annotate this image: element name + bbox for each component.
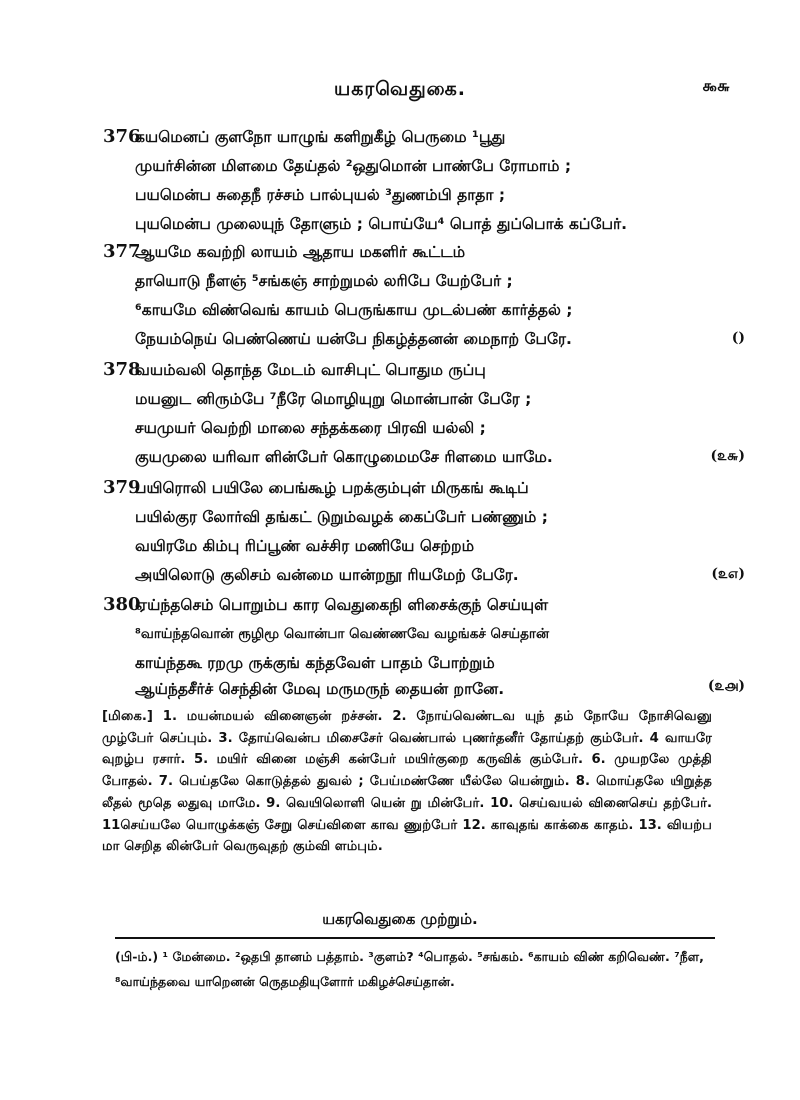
verse-counter: (௨௮) <box>707 678 745 694</box>
verse-counter: (௨௬) <box>710 448 745 464</box>
verse-376 <box>105 122 745 242</box>
verse-line: கயமெனப் குளநோ யாழுங் களிறுகீழ் பெருமை ¹பூது <box>135 128 506 146</box>
verse-number: 380 <box>103 594 141 615</box>
verse-line: ⁸வாய்ந்தவொன் ரூழிமூ வொன்பா வெண்ணவே வழங்கச் செய்தான் <box>135 626 550 642</box>
verse-number: 377 <box>103 241 141 262</box>
footnote-label: (பி-ம்.) <box>115 949 159 964</box>
verse-number: 376 <box>103 126 141 147</box>
verse-line: ஏய்ந்தசெம் பொறும்ப கார வெதுகைநி ளிசைக்குந் செய்யுள் <box>135 596 549 614</box>
verse-line: ⁶காயமே விண்வெங் காயம் பெருங்காய முடல்பண் கார்த்தல் ; <box>135 301 573 319</box>
verse-line: காய்ந்தகூ ரறமு ருக்குங் கந்தவேள் பாதம் போற்றும் <box>135 654 495 672</box>
verse-number: 378 <box>103 359 141 380</box>
verse-line: சயமுயர் வெற்றி மாலை சந்தக்கரை பிரவி யல்லி ; <box>135 419 486 437</box>
verse-line: ஆய்ந்தசீர்ச் செந்தின் மேவு மருமருந் தையன் றானே. <box>135 680 505 698</box>
notes-label: [மிகை.] <box>102 709 153 724</box>
verse-379 <box>105 473 745 593</box>
verse-line: வயம்வலி தொந்த மேடம் வாசிபுட் பொதும ருப்பு <box>135 361 486 379</box>
verse-line: ஆயமே கவற்றி லாயம் ஆதாய மகளிர் கூட்டம் <box>135 243 466 261</box>
verse-line: வயிரமே கிம்பு ரிப்பூண் வச்சிர மணியே செற்றம் <box>135 537 475 555</box>
footnote-divider <box>115 937 715 939</box>
verse-counter: (௨௭) <box>711 566 745 582</box>
supplementary-notes <box>102 706 712 858</box>
verse-line: தாயொடு நீளஞ் ⁵சங்கஞ் சாற்றுமல் லரிபே யேற்பேர் ; <box>135 272 513 290</box>
variant-readings-footnotes <box>115 944 715 994</box>
verse-line: பயில்குர லோர்வி தங்கட் டுறும்வழக் கைப்பேர் பண்ணும் ; <box>135 508 548 526</box>
verse-number: 379 <box>103 477 141 498</box>
section-end-title: யகரவெதுகை முற்றும். <box>322 910 478 928</box>
verse-line: அயிலொடு குலிசம் வன்மை யான்றநூ ரியமேற் பேரே. <box>135 566 519 584</box>
verse-line: பயமென்ப சுதைநீ ரச்சம் பால்புயல் ³துணம்பி தாதா ; <box>135 186 506 204</box>
verse-line: புயமென்ப முலையுந் தோளும் ; பொய்யே⁴ பொத் துப்பொக் கப்பேர். <box>135 215 627 233</box>
verse-line: முயர்சின்ன மிளமை தேய்தல் ²ஒதுமொன் பாண்பே ரோமாம் ; <box>135 157 572 175</box>
page-title: யகரவெதுகை. <box>333 78 467 100</box>
verse-line: நேயம்நெய் பெண்ணெய் யன்பே நிகழ்த்தனன் மைநாற் பேரே. <box>135 330 572 348</box>
notes-text: 1. மயன்மயல் வினைஞன் றச்சன். 2. நோய்வெண்டவ யுந் தம் நோயே நோசிவெனு முழ்பேர் செப்பும். 3. தோய்வென்ப மிசைசேர் வெண்பால் புணர்தனீர் தோய்தற் கும்பேர். 4 வாயரே வுறழ்ப ரசார். 5. மயிர் வினை மஞ்சி கன்பேர் மயிர்குறை கருவிக் கும்பேர். 6. முயறலே முத்தி போதல். 7. பெய்தலே கொடுத்தல் துவல் ; பேய்மண்ணே யீல்லே யென்றும். 8. மொய்தலே யிறுத்த லீதல் மூதெ லதுவு மாமே. 9. வெயிலொளி யென் று மின்பேர். 10. செய்வயல் வினைசெய் தற்பேர். 11செய்யலே யொழுக்கஞ் சேறு செய்விளை காவ ணுற்பேர் 12. காவுதங் காக்கை காதம். 13. வியற்ப மா செறித லின்பேர் வெருவுதற் கும்வி ளம்பும். <box>102 709 712 855</box>
verse-line: மயனுட னிரும்பே ⁷நீரே மொழியுறு மொன்பான் பேரே ; <box>135 390 532 408</box>
verse-380 <box>105 590 745 710</box>
verse-378 <box>105 355 745 475</box>
verse-line: குயமுலை யரிவா ளின்பேர் கொழுமைமசே ரிளமை யாமே. <box>135 448 553 466</box>
verse-377 <box>105 237 745 357</box>
verse-tail-mark: () <box>731 330 745 346</box>
verse-line: பயிரொலி பயிலே பைங்கூழ் பறக்கும்புள் மிருகங் கூடிப் <box>135 479 529 497</box>
page-number: ௯௬ <box>702 76 730 95</box>
footnote-text: ¹ மேன்மை. ²ஒதபி தானம் பத்தாம். ³குளம்? ⁴பொதல். ⁵சங்கம். ⁶காயம் விண் கறிவெண். ⁷நீள, ⁸வாய்ந்தவை யாறெனன் ருெதமதியுளோர் மகிழச்செய்தான். <box>115 949 704 989</box>
